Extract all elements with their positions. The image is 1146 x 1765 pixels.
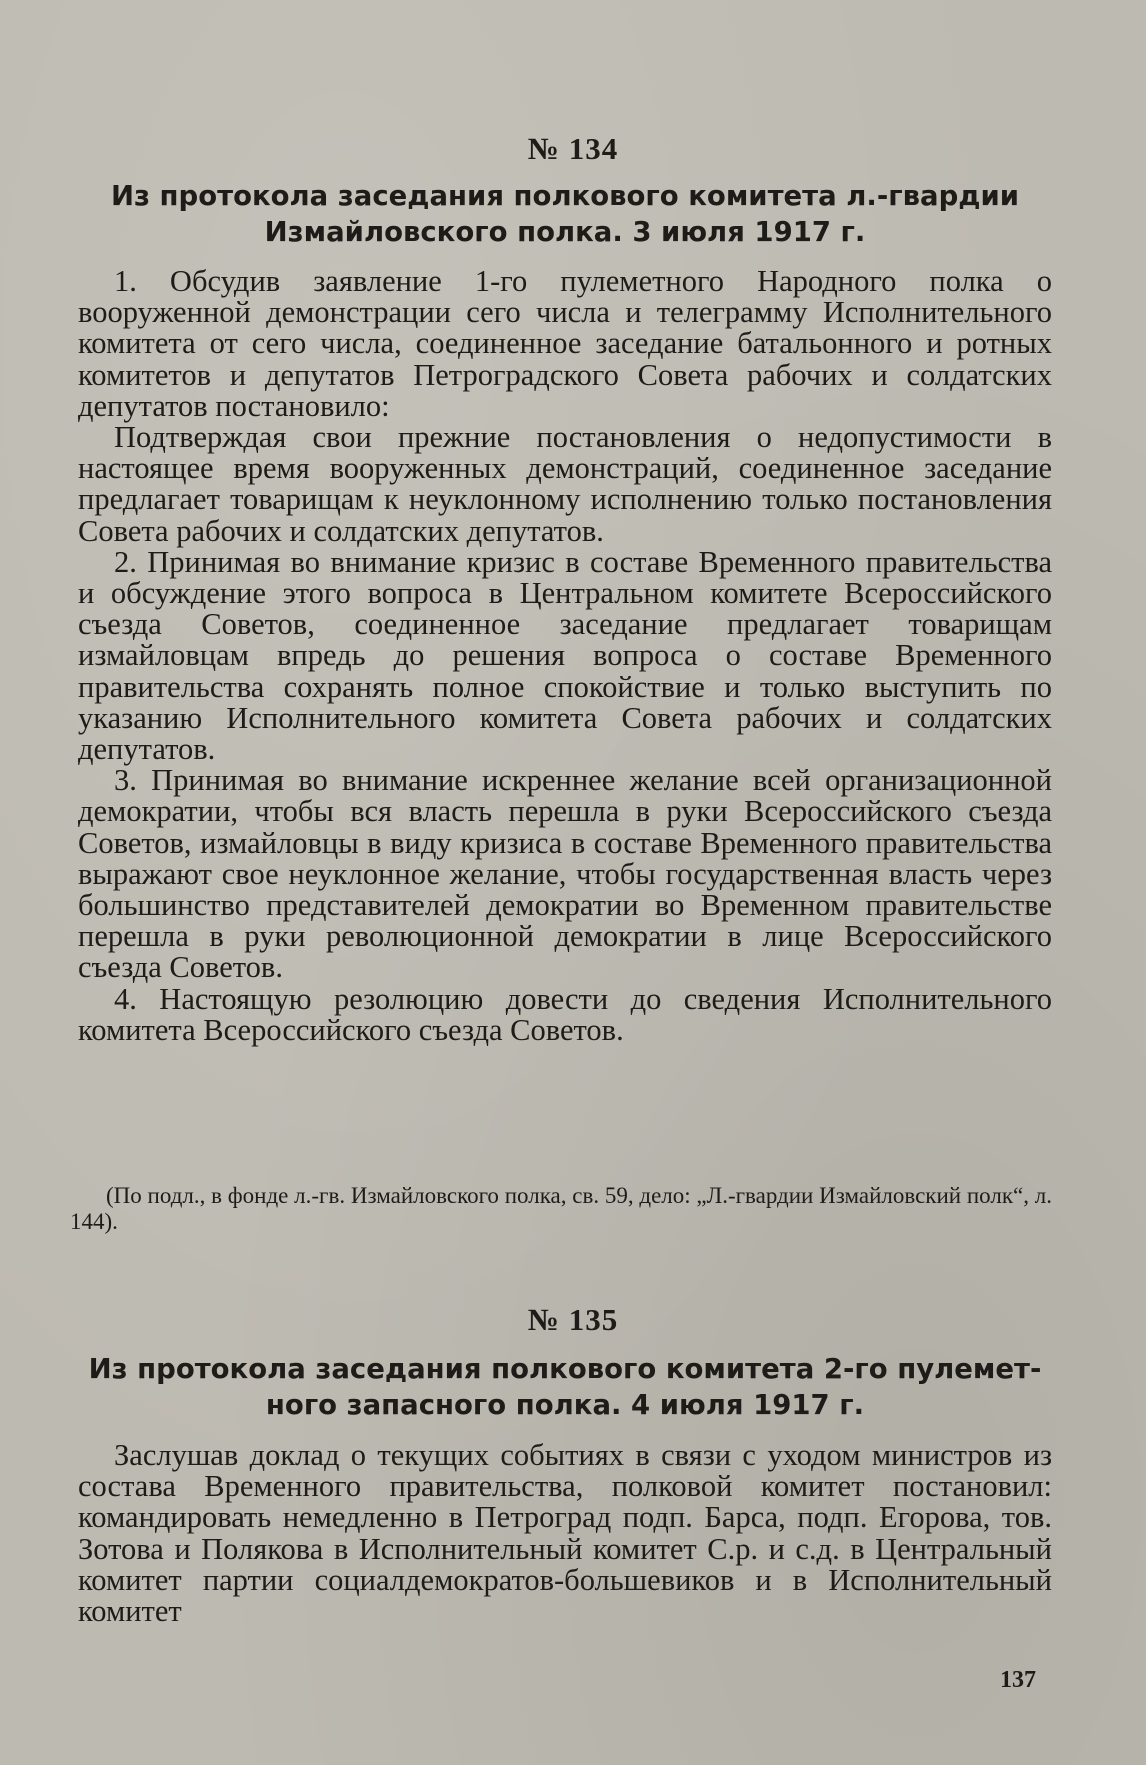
paragraph: 1. Обсудив заявление 1-го пулеметного Народного полка о вооруженной демонстрации сего числа и телеграмму Исполнительного комитета от сего числа, соединенное заседание батальонного и ротных комитетов и депутатов Петроградского Совета рабочих и солдатских депутатов постановило: bbox=[78, 264, 1052, 423]
document-number-135: № 135 bbox=[527, 1302, 619, 1337]
document-body-134 bbox=[78, 266, 1052, 1046]
title-line: Из протокола заседания полкового комитета 2-го пулемет- bbox=[88, 1353, 1042, 1385]
paragraph: Подтверждая свои прежние постановления о недопустимости в настоящее время вооруженных демонстраций, соединенное заседание предлагает товарищам к неуклонному исполнению только постановления Совета рабочих и солдатских депутатов. bbox=[78, 420, 1052, 548]
page-number: 137 bbox=[1000, 1667, 1036, 1693]
document-body-135 bbox=[78, 1440, 1052, 1627]
document-title-135 bbox=[70, 1351, 1060, 1423]
document-number-134: № 134 bbox=[527, 131, 619, 166]
title-line: Измайловского полка. 3 июля 1917 г. bbox=[264, 216, 866, 248]
title-line: Из протокола заседания полкового комитета л.-гвардии bbox=[110, 180, 1019, 212]
paragraph: 2. Принимая во внимание кризис в составе Временного правительства и обсуждение этого вопроса в Центральном комитете Всероссийского съезда Советов, соединенное заседание предлагает товарищам измайловцам впредь до решения вопроса о составе Временного правительства сохранять полное спокойствие и только выступить по указанию Исполнительного комитета Совета рабочих и солдатских депутатов. bbox=[78, 544, 1052, 767]
archive-source-note: (По подл., в фонде л.-гв. Измайловского полка, св. 59, дело: „Л.-гвардии Измайловский полк“, л. 144). bbox=[70, 1183, 1052, 1234]
document-title-134 bbox=[70, 178, 1060, 250]
title-line: ного запасного полка. 4 июля 1917 г. bbox=[265, 1389, 865, 1421]
paragraph: Заслушав доклад о текущих событиях в связи с уходом министров из состава Временного правительства, полковой комитет постановил: командировать немедленно в Петроград подп. Барса, подп. Егорова, тов. Зотова и Полякова в Исполнительный комитет С.р. и с.д. в Центральный комитет партии социалдемократов-большевиков и в Исполнительный комитет bbox=[78, 1438, 1052, 1629]
paragraph: 3. Принимая во внимание искреннее желание всей организационной демократии, чтобы вся власть перешла в руки Всероссийского съезда Советов, измайловцы в виду кризиса в составе Временного правительства выражают свое неуклонное желание, чтобы государственная власть через большинство представителей демократии во Временном правительстве перешла в руки революционной демократии в лице Всероссийского съезда Советов. bbox=[78, 763, 1052, 985]
paragraph: 4. Настоящую резолюцию довести до сведения Исполнительного комитета Всероссийского съезда Советов. bbox=[78, 981, 1052, 1047]
